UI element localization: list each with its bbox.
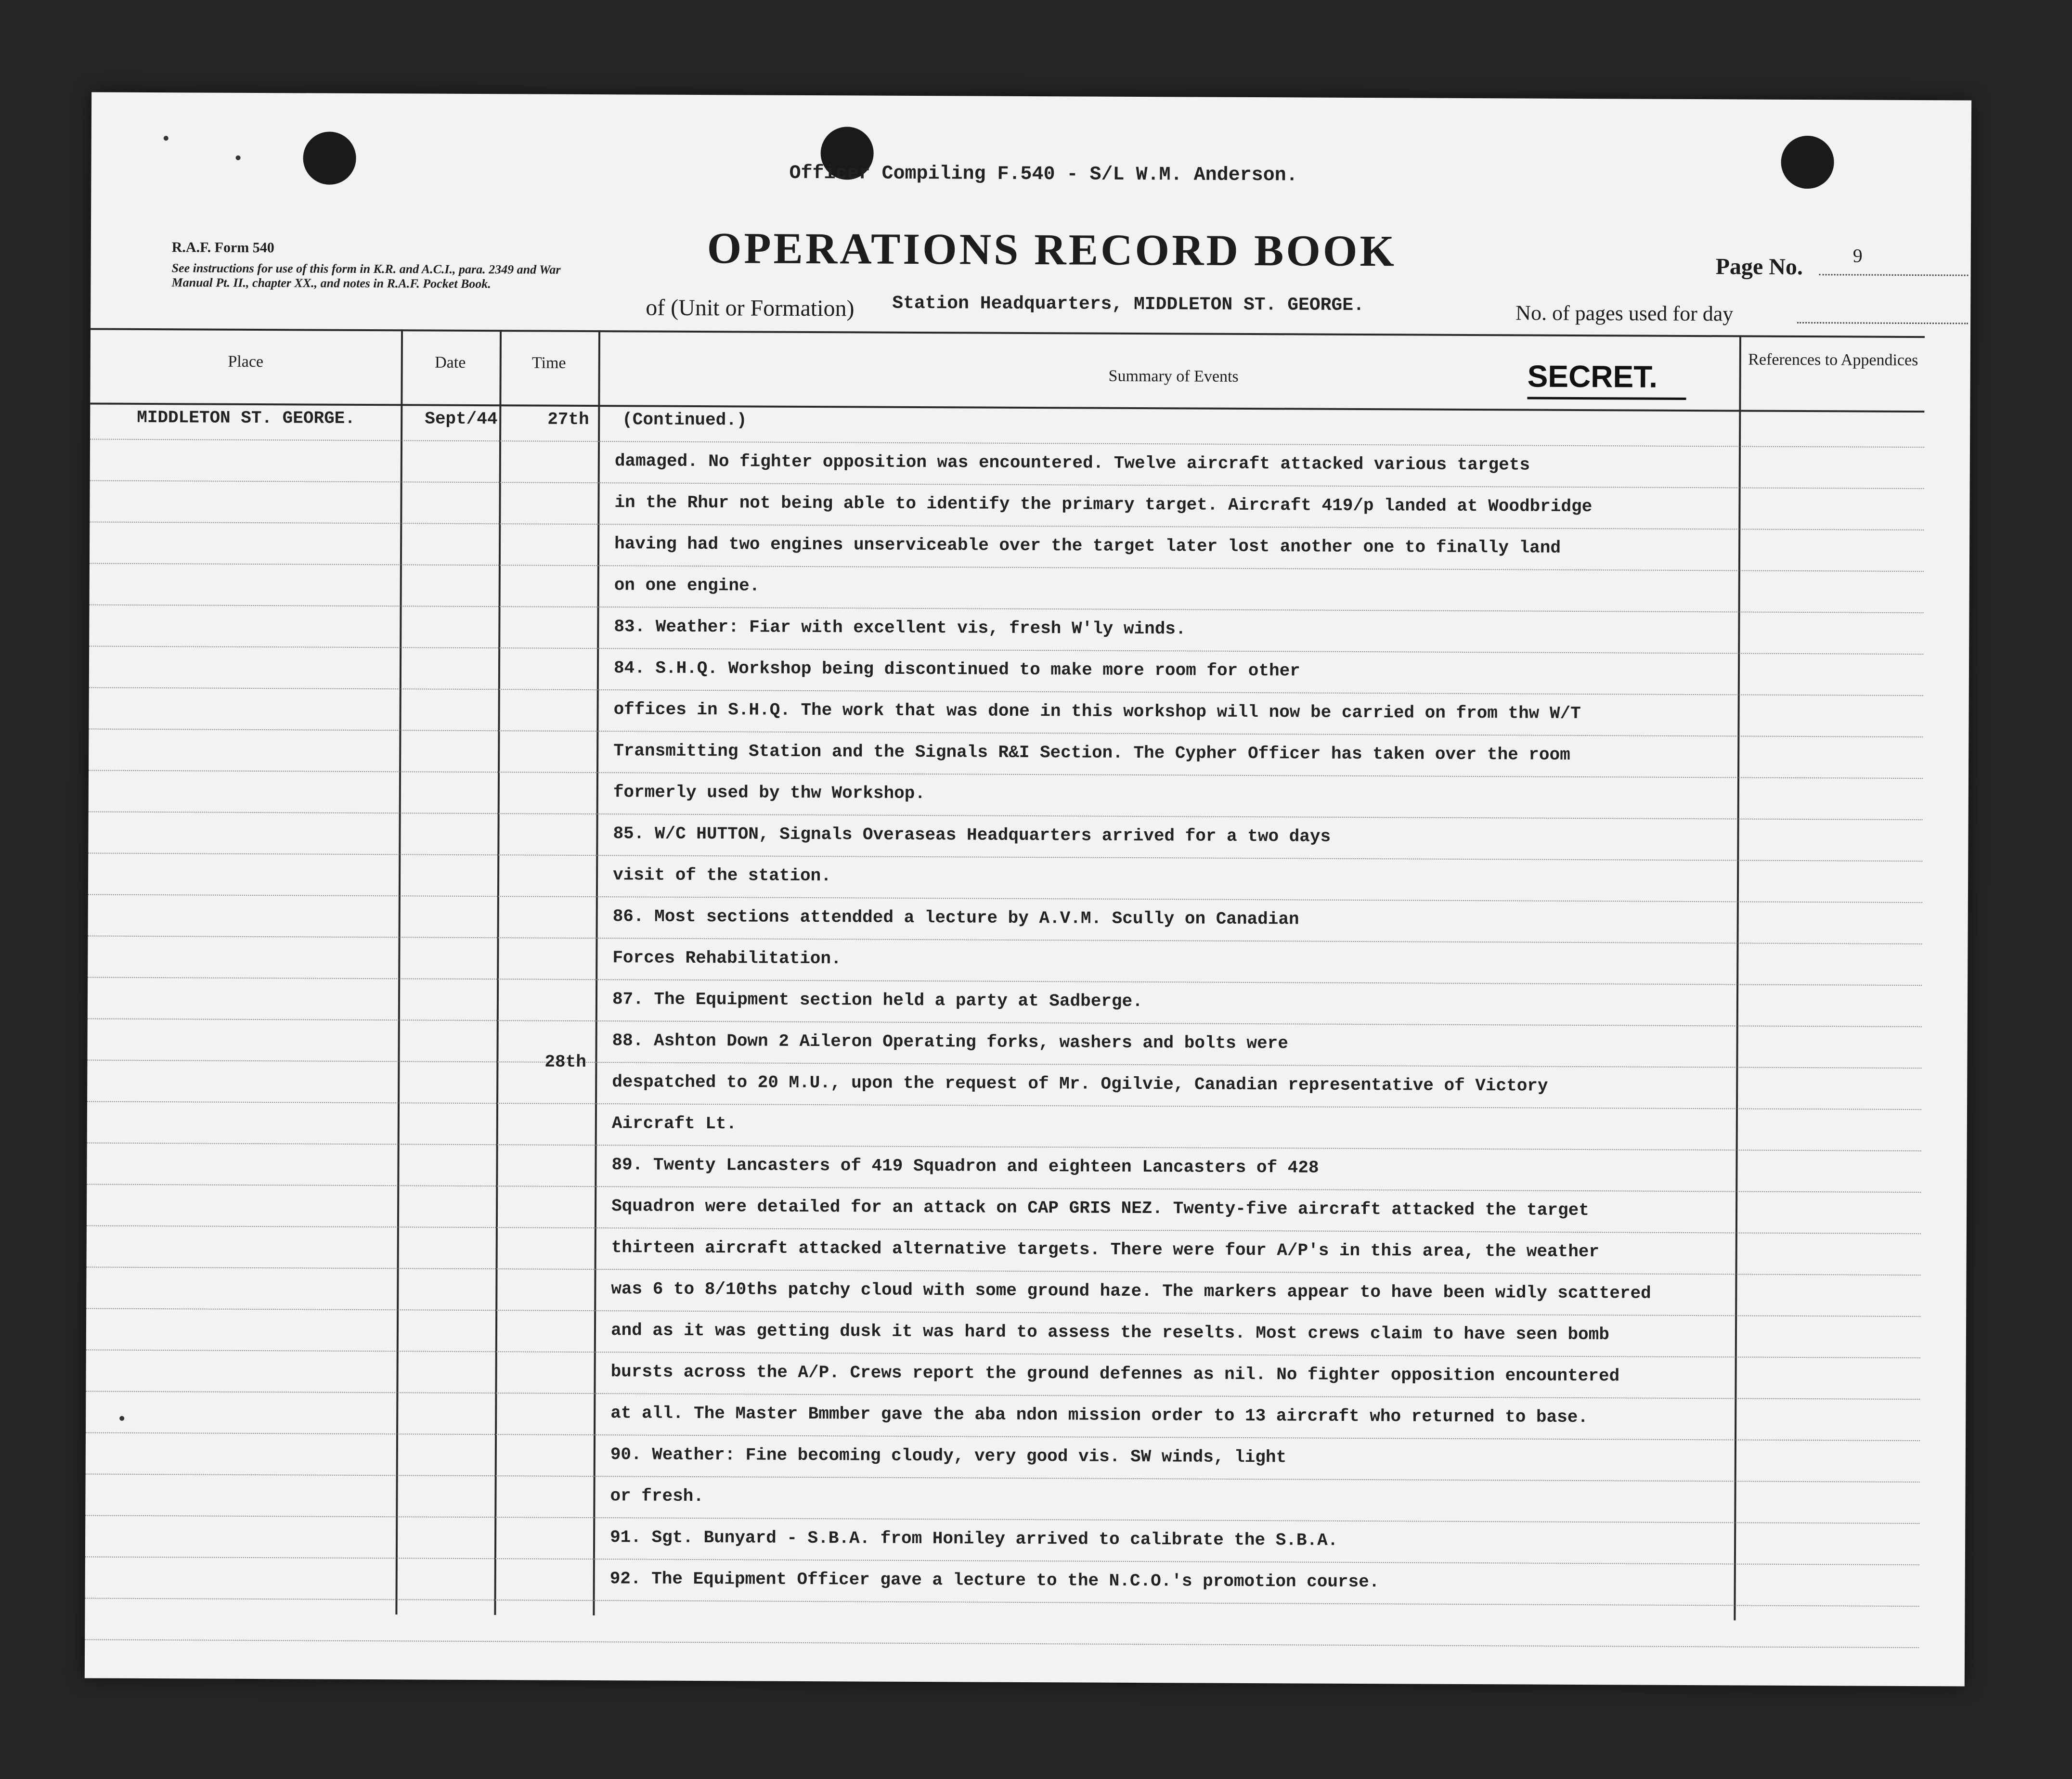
entry-line: (Continued.) <box>622 410 747 430</box>
ruled-line <box>89 645 1923 655</box>
ruled-line <box>85 1639 1919 1648</box>
record-time-27th: 27th <box>547 409 589 430</box>
ink-speck <box>236 155 241 160</box>
entry-line: at all. The Master Bmmber gave the aba ndon mission order to 13 aircraft who returned to base. <box>610 1403 1589 1428</box>
entry-line: 85. W/C HUTTON, Signals Overaseas Headquarters arrived for a two days <box>613 824 1331 847</box>
form-instructions: See instructions for use of this form in K.R. and A.C.I., para. 2349 and War Manual Pt. II., chapter XX., and notes in R.A.F. Pocket Book. <box>171 261 561 291</box>
entry-line: having had two engines unserviceable over the target later lost another one to finally land <box>614 534 1561 558</box>
entry-line: 88. Ashton Down 2 Aileron Operating forks, washers and bolts were <box>612 1031 1288 1054</box>
punch-hole-right <box>1781 136 1834 189</box>
record-sheet <box>85 92 1971 1686</box>
ruled-line <box>87 1101 1921 1110</box>
form-number: R.A.F. Form 540 <box>171 239 274 256</box>
entry-line: was 6 to 8/10ths patchy cloud with some ground haze. The markers appear to have been widly scattered <box>611 1279 1651 1303</box>
ruled-line <box>88 852 1922 862</box>
ruled-line <box>90 563 1924 572</box>
classification-stamp: SECRET. <box>1527 359 1658 394</box>
entry-line: 91. Sgt. Bunyard - S.B.A. from Honiley arrived to calibrate the S.B.A. <box>610 1527 1338 1550</box>
time-summary-divider <box>593 330 600 1615</box>
entry-line: 86. Most sections attendded a lecture by A.V.M. Scully on Canadian <box>612 906 1299 929</box>
ruled-line <box>87 1184 1921 1193</box>
entry-line: formerly used by thw Workshop. <box>613 782 926 804</box>
record-date: Sept/44 <box>425 409 498 429</box>
column-header-place: Place <box>228 352 264 371</box>
page-title: OPERATIONS RECORD BOOK <box>707 223 1397 276</box>
ruled-line <box>90 604 1924 613</box>
summary-references-divider <box>1734 335 1741 1620</box>
page-number-value: 9 <box>1852 245 1863 267</box>
entry-line: or fresh. <box>610 1486 704 1507</box>
ruled-line <box>86 1432 1920 1441</box>
ruled-line <box>87 1266 1921 1276</box>
ruled-line <box>85 1515 1919 1524</box>
entry-line: offices in S.H.Q. The work that was done in this workshop will now be carried on from thw W/T <box>613 699 1581 724</box>
ruled-line <box>85 1598 1919 1607</box>
ruled-line <box>85 1556 1919 1565</box>
ruled-line <box>89 728 1923 737</box>
ruled-line <box>87 1059 1921 1069</box>
ruled-line <box>86 1473 1920 1482</box>
unit-label: of (Unit or Formation) <box>646 295 855 322</box>
entry-line: despatched to 20 M.U., upon the request of Mr. Ogilvie, Canadian representative of Victory <box>612 1072 1548 1096</box>
entry-line: 87. The Equipment section held a party at Sadberge. <box>612 989 1143 1012</box>
ruled-line <box>90 521 1924 530</box>
column-header-date: Date <box>435 353 466 372</box>
classification-underline <box>1527 397 1686 400</box>
unit-value: Station Headquarters, MIDDLETON ST. GEORGE. <box>892 293 1364 316</box>
ruled-line <box>86 1308 1920 1317</box>
ruled-line <box>90 480 1924 489</box>
ruled-line <box>88 894 1922 903</box>
entry-line: bursts across the A/P. Crews report the ground defennes as nil. No fighter opposition encountered <box>610 1362 1620 1386</box>
page-number-label: Page No. <box>1715 254 1803 280</box>
entry-line: Forces Rehabilitation. <box>612 948 842 969</box>
place-date-divider <box>395 329 403 1614</box>
ink-speck <box>164 136 168 141</box>
ruled-line <box>87 1142 1921 1151</box>
entry-line: on one engine. <box>614 575 760 596</box>
officer-compiling: Officer Compiling F.540 - S/L W.M. Anderson. <box>789 162 1298 187</box>
ruled-line <box>89 770 1923 779</box>
entry-line: Aircraft Lt. <box>611 1113 737 1134</box>
entry-line: 84. S.H.Q. Workshop being discontinued to make more room for other <box>613 658 1300 681</box>
entry-line: damaged. No fighter opposition was encountered. Twelve aircraft attacked various targets <box>614 451 1530 475</box>
record-place: MIDDLETON ST. GEORGE. <box>137 407 356 428</box>
entry-line: Transmitting Station and the Signals R&I Section. The Cypher Officer has taken over the room <box>613 741 1570 765</box>
table-top-rule <box>91 328 1925 338</box>
ruled-line <box>86 1391 1920 1400</box>
ruled-line <box>88 977 1922 986</box>
ruled-line <box>90 438 1924 448</box>
column-header-time: Time <box>531 354 566 372</box>
entry-line: Squadron were detailed for an attack on CAP GRIS NEZ. Twenty-five aircraft attacked the target <box>611 1196 1589 1221</box>
punch-hole-left <box>303 131 356 184</box>
ink-speck <box>119 1416 124 1421</box>
entry-line: 92. The Equipment Officer gave a lecture to the N.C.O.'s promotion course. <box>609 1569 1380 1592</box>
column-header-references: References to Appendices <box>1748 350 1918 370</box>
record-time-28th: 28th <box>544 1052 586 1072</box>
entry-line: in the Rhur not being able to identify the primary target. Aircraft 419/p landed at Woodbridge <box>614 492 1593 517</box>
ruled-line <box>87 1225 1921 1234</box>
page-number-rule <box>1819 274 1968 276</box>
date-time-divider <box>494 330 502 1615</box>
pages-used-label: No. of pages used for day <box>1515 301 1734 326</box>
column-header-summary: Summary of Events <box>1108 367 1239 386</box>
entry-line: thirteen aircraft attacked alternative targets. There were four A/P's in this area, the weather <box>611 1238 1600 1262</box>
header-bottom-rule <box>90 402 1924 413</box>
ruled-line <box>89 811 1923 820</box>
ruled-line <box>86 1349 1920 1358</box>
entry-line: 89. Twenty Lancasters of 419 Squadron and eighteen Lancasters of 428 <box>611 1155 1319 1178</box>
ruled-line <box>88 935 1922 944</box>
pages-used-rule <box>1797 322 1968 324</box>
entry-line: 90. Weather: Fine becoming cloudy, very good vis. SW winds, light <box>610 1444 1287 1468</box>
ruled-line <box>88 1018 1922 1027</box>
entry-line: 83. Weather: Fiar with excellent vis, fresh W'ly winds. <box>614 617 1186 639</box>
entry-line: and as it was getting dusk it was hard to assess the reselts. Most crews claim to have seen bomb <box>610 1320 1610 1345</box>
ruled-line <box>89 687 1923 696</box>
ruled-lines <box>91 92 1971 100</box>
entry-line: visit of the station. <box>613 865 831 886</box>
